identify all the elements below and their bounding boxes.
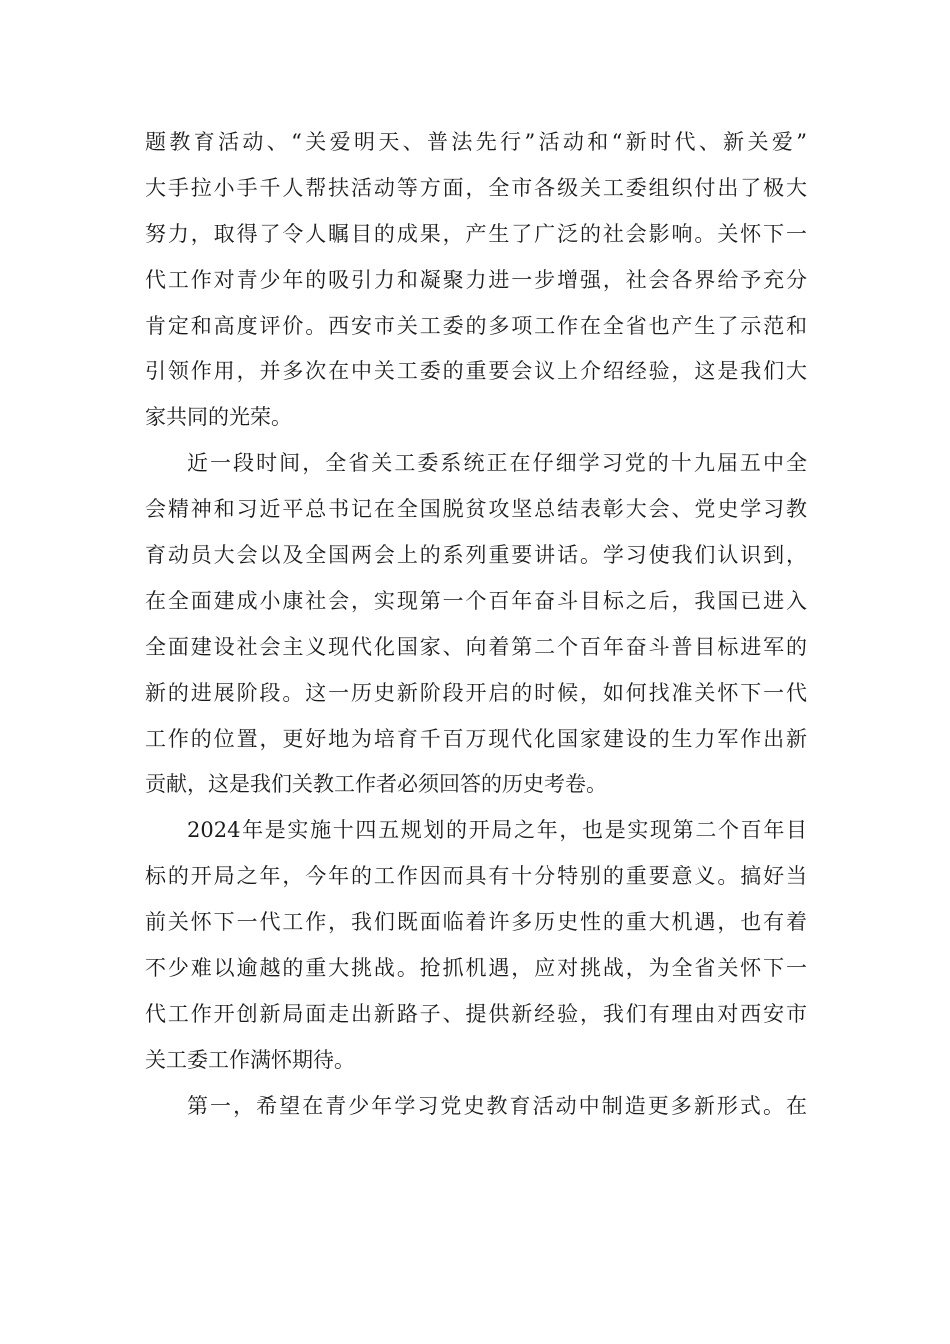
document-body (145, 120, 807, 1130)
paragraph (145, 1084, 807, 1130)
text-line: 全面建设社会主义现代化国家、向着第二个百年奋斗普目标进军的 (145, 634, 807, 659)
text-line: 标的开局之年，今年的工作因而具有十分特别的重要意义。搞好当 (145, 864, 807, 889)
text-line: 大手拉小手千人帮扶活动等方面，全市各级关工委组织付出了极大 (145, 175, 807, 200)
text-line: 家共同的光荣。 (145, 405, 292, 430)
paragraph (145, 120, 807, 441)
text-line: 工作的位置，更好地为培育千百万现代化国家建设的生力军作出新 (145, 726, 807, 751)
text-line: 育动员大会以及全国两会上的系列重要讲话。学习使我们认识到， (145, 543, 807, 568)
text-line: 代工作开创新局面走出新路子、提供新经验，我们有理由对西安市 (145, 1001, 807, 1026)
paragraph (145, 808, 807, 1083)
text-line: 引领作用，并多次在中关工委的重要会议上介绍经验，这是我们大 (145, 359, 807, 384)
text-line: 前关怀下一代工作，我们既面临着许多历史性的重大机遇，也有着 (145, 910, 807, 935)
text-line: 新的进展阶段。这一历史新阶段开启的时候，如何找准关怀下一代 (145, 680, 807, 705)
text-line: 关工委工作满怀期待。 (145, 1047, 355, 1072)
text-line: 会精神和习近平总书记在全国脱贫攻坚总结表彰大会、党史学习教 (145, 497, 807, 522)
text-line: 代工作对青少年的吸引力和凝聚力进一步增强，社会各界给予充分 (145, 267, 807, 292)
text-line: 近一段时间，全省关工委系统正在仔细学习党的十九届五中全 (187, 451, 807, 476)
text-line: 不少难以逾越的重大挑战。抢抓机遇，应对挑战，为全省关怀下一 (145, 956, 807, 981)
text-line: 2024年是实施十四五规划的开局之年，也是实现第二个百年目 (187, 818, 807, 843)
text-line: 贡献，这是我们关教工作者必须回答的历史考卷。 (145, 772, 607, 797)
text-line: 在全面建成小康社会，实现第一个百年奋斗目标之后，我国已进入 (145, 588, 807, 613)
paragraph (145, 441, 807, 808)
text-line: 题教育活动、“关爱明天、普法先行”活动和“新时代、新关爱” (145, 130, 807, 154)
text-line: 努力，取得了令人瞩目的成果，产生了广泛的社会影响。关怀下一 (145, 221, 807, 246)
text-line: 肯定和高度评价。西安市关工委的多项工作在全省也产生了示范和 (145, 313, 807, 338)
text-line: 第一，希望在青少年学习党史教育活动中制造更多新形式。在 (187, 1093, 807, 1118)
